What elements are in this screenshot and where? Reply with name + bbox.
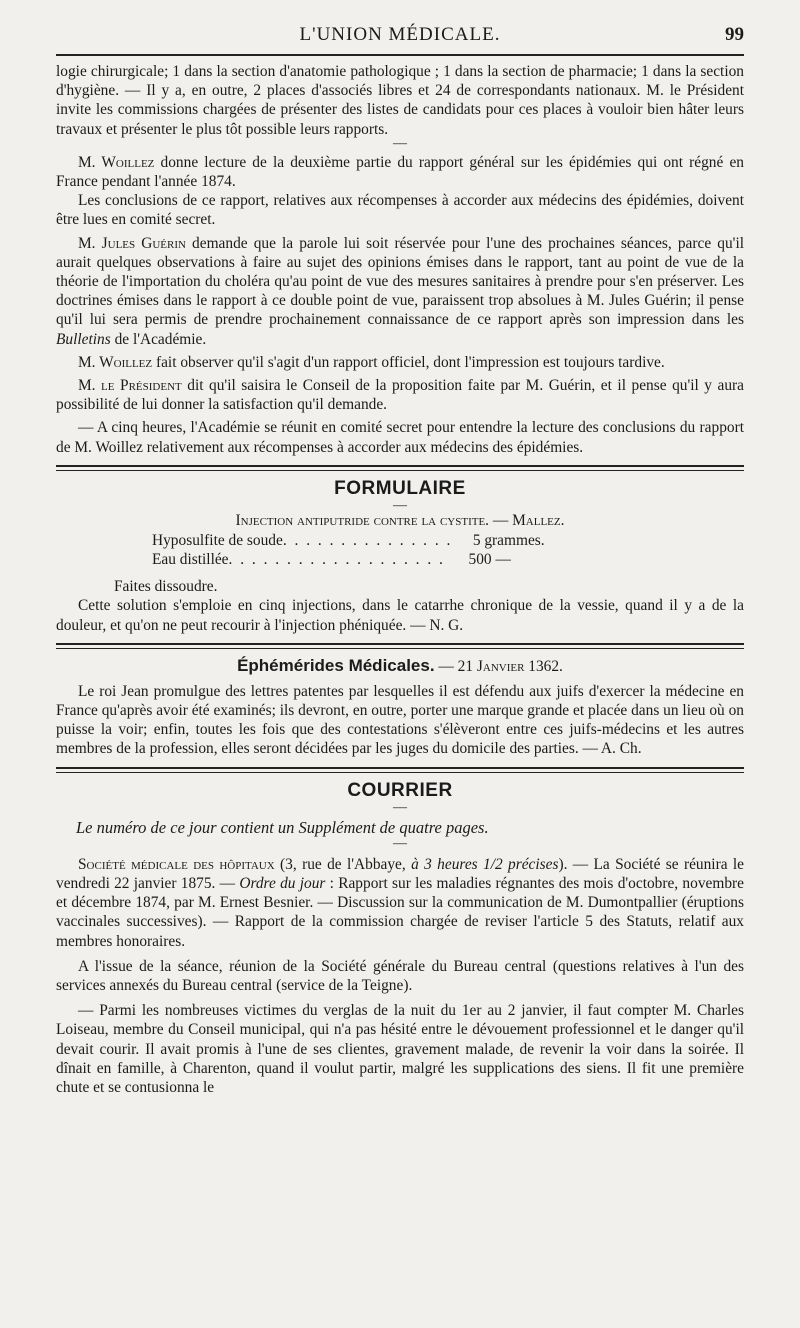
separator-dash: — [393, 799, 407, 815]
ephemerides-text: Le roi Jean promulgue des lettres patentes par lesquelles il est défendu aux juifs d'exercer la médecine en France qu'après avoir été examinés; ils devront, en outre, porter une marque grande et placée dans un lieu où on puisse la voir; enfin, toutes les fois que des contestations s'élèveront entre ces juifs-médecins et les autres membres de la profession, elles seront décidées par les juges du domicile des parties. — A. Ch. [56, 682, 744, 758]
ephemerides-section [56, 655, 744, 759]
courrier-paragraph-3: — Parmi les nombreuses victimes du verglas de la nuit du 1er au 2 janvier, il faut compter M. Charles Loiseau, membre du Conseil municipal, qui n'a pas hésité entre le dévouement professionnel et le danger qu'il devait courir. Il avait promis à l'une de ses clientes, gravement malade, de revenir la voir dans la soirée. Il dînait en famille, à Charenton, quand il voulut partir, malgré les supplications des siens. Il fit une première chute et se contusionna le [56, 1002, 744, 1096]
seance-paragraph-7: — A cinq heures, l'Académie se réunit en comité secret pour entendre la lecture des conclusions du rapport de M. Woillez relativement aux récompenses à accorder aux médecins des épidémies. [56, 419, 744, 456]
courrier-paragraph-1: Société médicale des hôpitaux (3, rue de l'Abbaye, à 3 heures 1/2 précises). — La Société se réunira le vendredi 22 janvier 1875. — Ordre du jour : Rapport sur les maladies régnantes des mois d'octobre, novembre et décembre 1874, par M. Ernest Besnier. — Discussion sur la communication de M. Dumontpallier (éruptions vaccinales successives). — Rapport de la commission chargée de reviser l'article 5 des Statuts, relatif aux membres honoraires. [56, 855, 744, 950]
section-divider [56, 465, 744, 471]
prescription-row: Eau distillée . . . . . . . . . . . . . . . . . . . 500 — [152, 551, 511, 569]
page-number: 99 [725, 24, 744, 45]
seance-paragraph-1: logie chirurgicale; 1 dans la section d'anatomie pathologique ; 1 dans la section de pharmacie; 1 dans la section d'hygiène. — Il y a, en outre, 2 places d'associés libres et 24 de correspondants nationaux. M. le Président invite les commissions chargées de présenter des listes de candidats pour ces places à vouloir bien hâter leurs travaux et présenter le plus tôt possible leurs rapports. [56, 63, 744, 138]
formulaire-subtitle: Injection antiputride contre la cystite. — Mallez. [235, 511, 565, 529]
supplement-notice: Le numéro de ce jour contient un Supplément de quatre pages. [76, 817, 489, 837]
seance-paragraph-2: M. Woillez donne lecture de la deuxième partie du rapport général sur les épidémies qui ont régné en France pendant l'année 1874. [56, 153, 744, 191]
formulaire-title: FORMULAIRE [334, 477, 466, 499]
section-divider [56, 767, 744, 773]
courrier-section [56, 779, 744, 1097]
prescription [152, 531, 744, 569]
journal-title: L'UNION MÉDICALE. [299, 24, 501, 45]
seance-section [56, 62, 744, 457]
speaker-woillez-2: M. Woillez [78, 353, 153, 371]
formulaire-instruction: Faites dissoudre. [114, 578, 218, 596]
formulaire-section [56, 477, 744, 635]
speaker-guerin: M. Jules Guérin [78, 234, 186, 252]
separator-dash: — [393, 497, 407, 513]
courrier-title: COURRIER [347, 779, 453, 801]
prescription-row: Hyposulfite de soude . . . . . . . . . . . . . . . 5 grammes. [152, 531, 545, 549]
courrier-paragraph-2: A l'issue de la séance, réunion de la Société générale du Bureau central (questions relatives à l'un des services annexés du Bureau central (service de la Teigne). [56, 957, 744, 994]
section-divider [56, 643, 744, 649]
separator-dash: — [393, 835, 407, 851]
seance-paragraph-3: Les conclusions de ce rapport, relatives aux récompenses à accorder aux médecins des épidémies, doivent être lues en comité secret. [56, 192, 744, 229]
ephemerides-title: Éphémérides Médicales. — 21 Janvier 1362. [237, 655, 563, 675]
page-header [56, 20, 744, 56]
seance-paragraph-5: M. Woillez fait observer qu'il s'agit d'un rapport officiel, dont l'impression est toujours tardive. [78, 353, 665, 371]
speaker-president: M. le Président [78, 377, 182, 395]
speaker-woillez: M. Woillez [78, 153, 155, 171]
seance-paragraph-6: M. le Président dit qu'il saisira le Conseil de la proposition faite par M. Guérin, et il pense qu'il y aura possibilité de lui donner la satisfaction qu'il demande. [56, 377, 744, 414]
separator-dash: — [393, 135, 407, 151]
seance-paragraph-4: M. Jules Guérin demande que la parole lui soit réservée pour l'une des prochaines séances, parce qu'il aurait quelques observations à faire au sujet des opinions émises dans le rapport, tant au point de vue de la théorie de l'importation du choléra qu'au point de vue des mesures sanitaires à prendre pour s'en préserver. Les doctrines émises dans le rapport à ce double point de vue, paraissent trop absolues à M. Jules Guérin; il pense qu'il lui sera permis de prendre prochainement connaissance de ce rapport après son impression dans les Bulletins de l'Académie. [56, 234, 744, 348]
formulaire-text: Cette solution s'emploie en cinq injections, dans le catarrhe chronique de la vessie, quand il y a de la douleur, et qu'on ne peut recourir à l'injection phéniquée. — N. G. [56, 597, 744, 634]
